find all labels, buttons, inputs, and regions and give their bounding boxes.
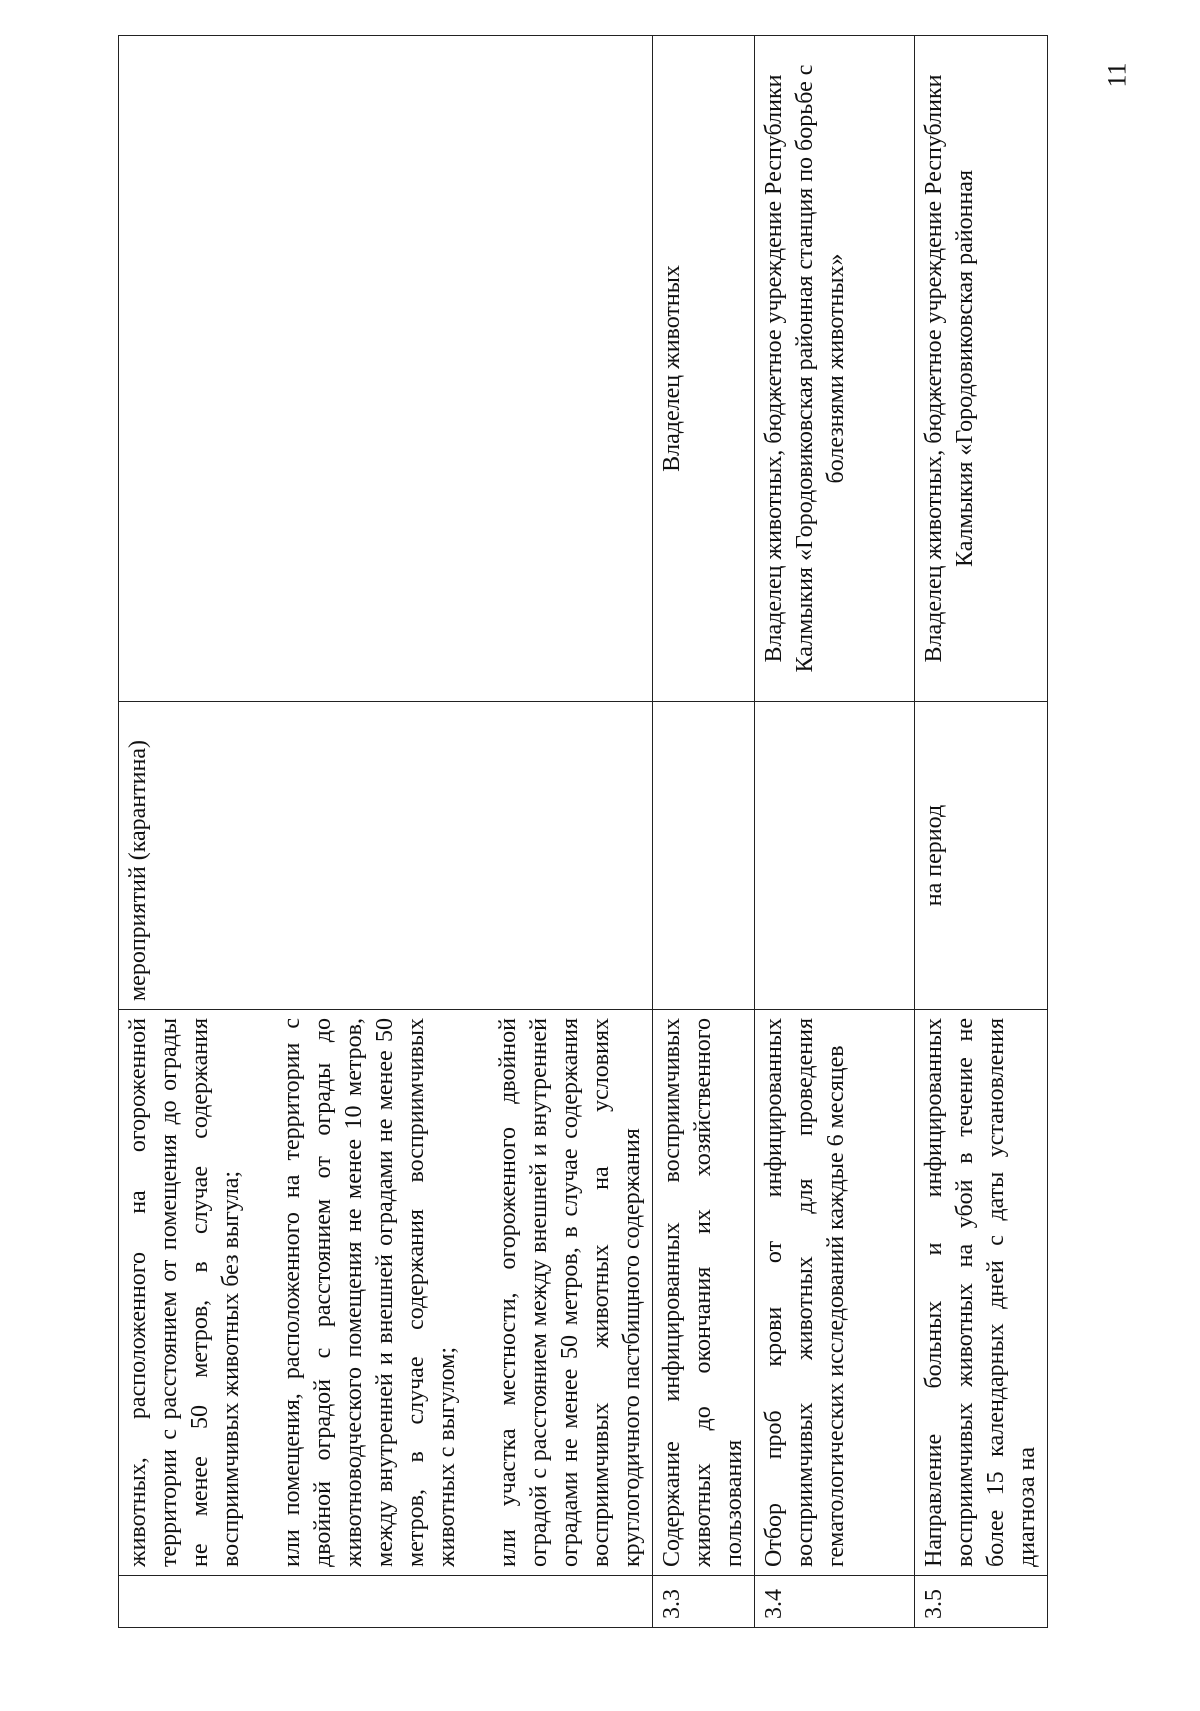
measure-paragraph: или участка местности, огороженного двойной оградой с расстоянием между внешней и внутренней оградами не менее 50 метров, в случае содержания восприимчивых животных на условиях круглогодичного пастбищного содержания xyxy=(495,1018,645,1567)
measure-paragraph: животных, расположенного на огороженной территории с расстоянием от помещения до ограды не менее 50 метров, в случае содержания восприимчивых животных без выгула; xyxy=(125,1018,244,1567)
term-cell xyxy=(653,702,755,1010)
measure-text xyxy=(119,1010,653,1576)
responsible-cell: Владелец животных, бюджетное учреждение Республики Калмыкия «Городовиковская районная станция по борьбе с болезнями животных» xyxy=(755,36,915,702)
responsible-cell: Владелец животных xyxy=(653,36,755,702)
responsible-cell: Владелец животных, бюджетное учреждение Республики Калмыкия «Городовиковская районная xyxy=(915,36,1048,702)
term-cell: мероприятий (карантина) xyxy=(119,702,653,1010)
table-row xyxy=(915,36,1048,1628)
measure-text xyxy=(755,1010,915,1576)
term-cell xyxy=(755,702,915,1010)
measure-paragraph: Направление больных и инфицированных восприимчивых животных на убой в течение не более 15 календарных дней с даты установления диагноза на xyxy=(921,1018,1040,1567)
table-row xyxy=(653,36,755,1628)
measure-text xyxy=(653,1010,755,1576)
measure-paragraph: Отбор проб крови от инфицированных восприимчивых животных для проведения гематологических исследований каждые 6 месяцев xyxy=(761,1018,849,1567)
row-number: 3.5 xyxy=(915,1576,1048,1628)
table-row xyxy=(119,36,653,1628)
rotated-page-content xyxy=(118,28,1048,1628)
measure-text xyxy=(915,1010,1048,1576)
page-number: 11 xyxy=(1102,62,1132,88)
table-row xyxy=(755,36,915,1628)
row-number: 3.3 xyxy=(653,1576,755,1628)
measure-paragraph: или помещения, расположенного на территории с двойной оградой с расстоянием от ограды до животноводческого помещения не менее 10 метров, между внутренней и внешней оградами не менее 50 метров, в случае содержания восприимчивых животных с выгулом; xyxy=(279,1018,460,1567)
row-number xyxy=(119,1576,653,1628)
measures-table xyxy=(118,35,1048,1628)
term-cell: на период xyxy=(915,702,1048,1010)
measure-paragraph: Содержание инфицированных восприимчивых животных до окончания их хозяйственного пользования xyxy=(659,1018,747,1567)
row-number: 3.4 xyxy=(755,1576,915,1628)
responsible-cell xyxy=(119,36,653,702)
